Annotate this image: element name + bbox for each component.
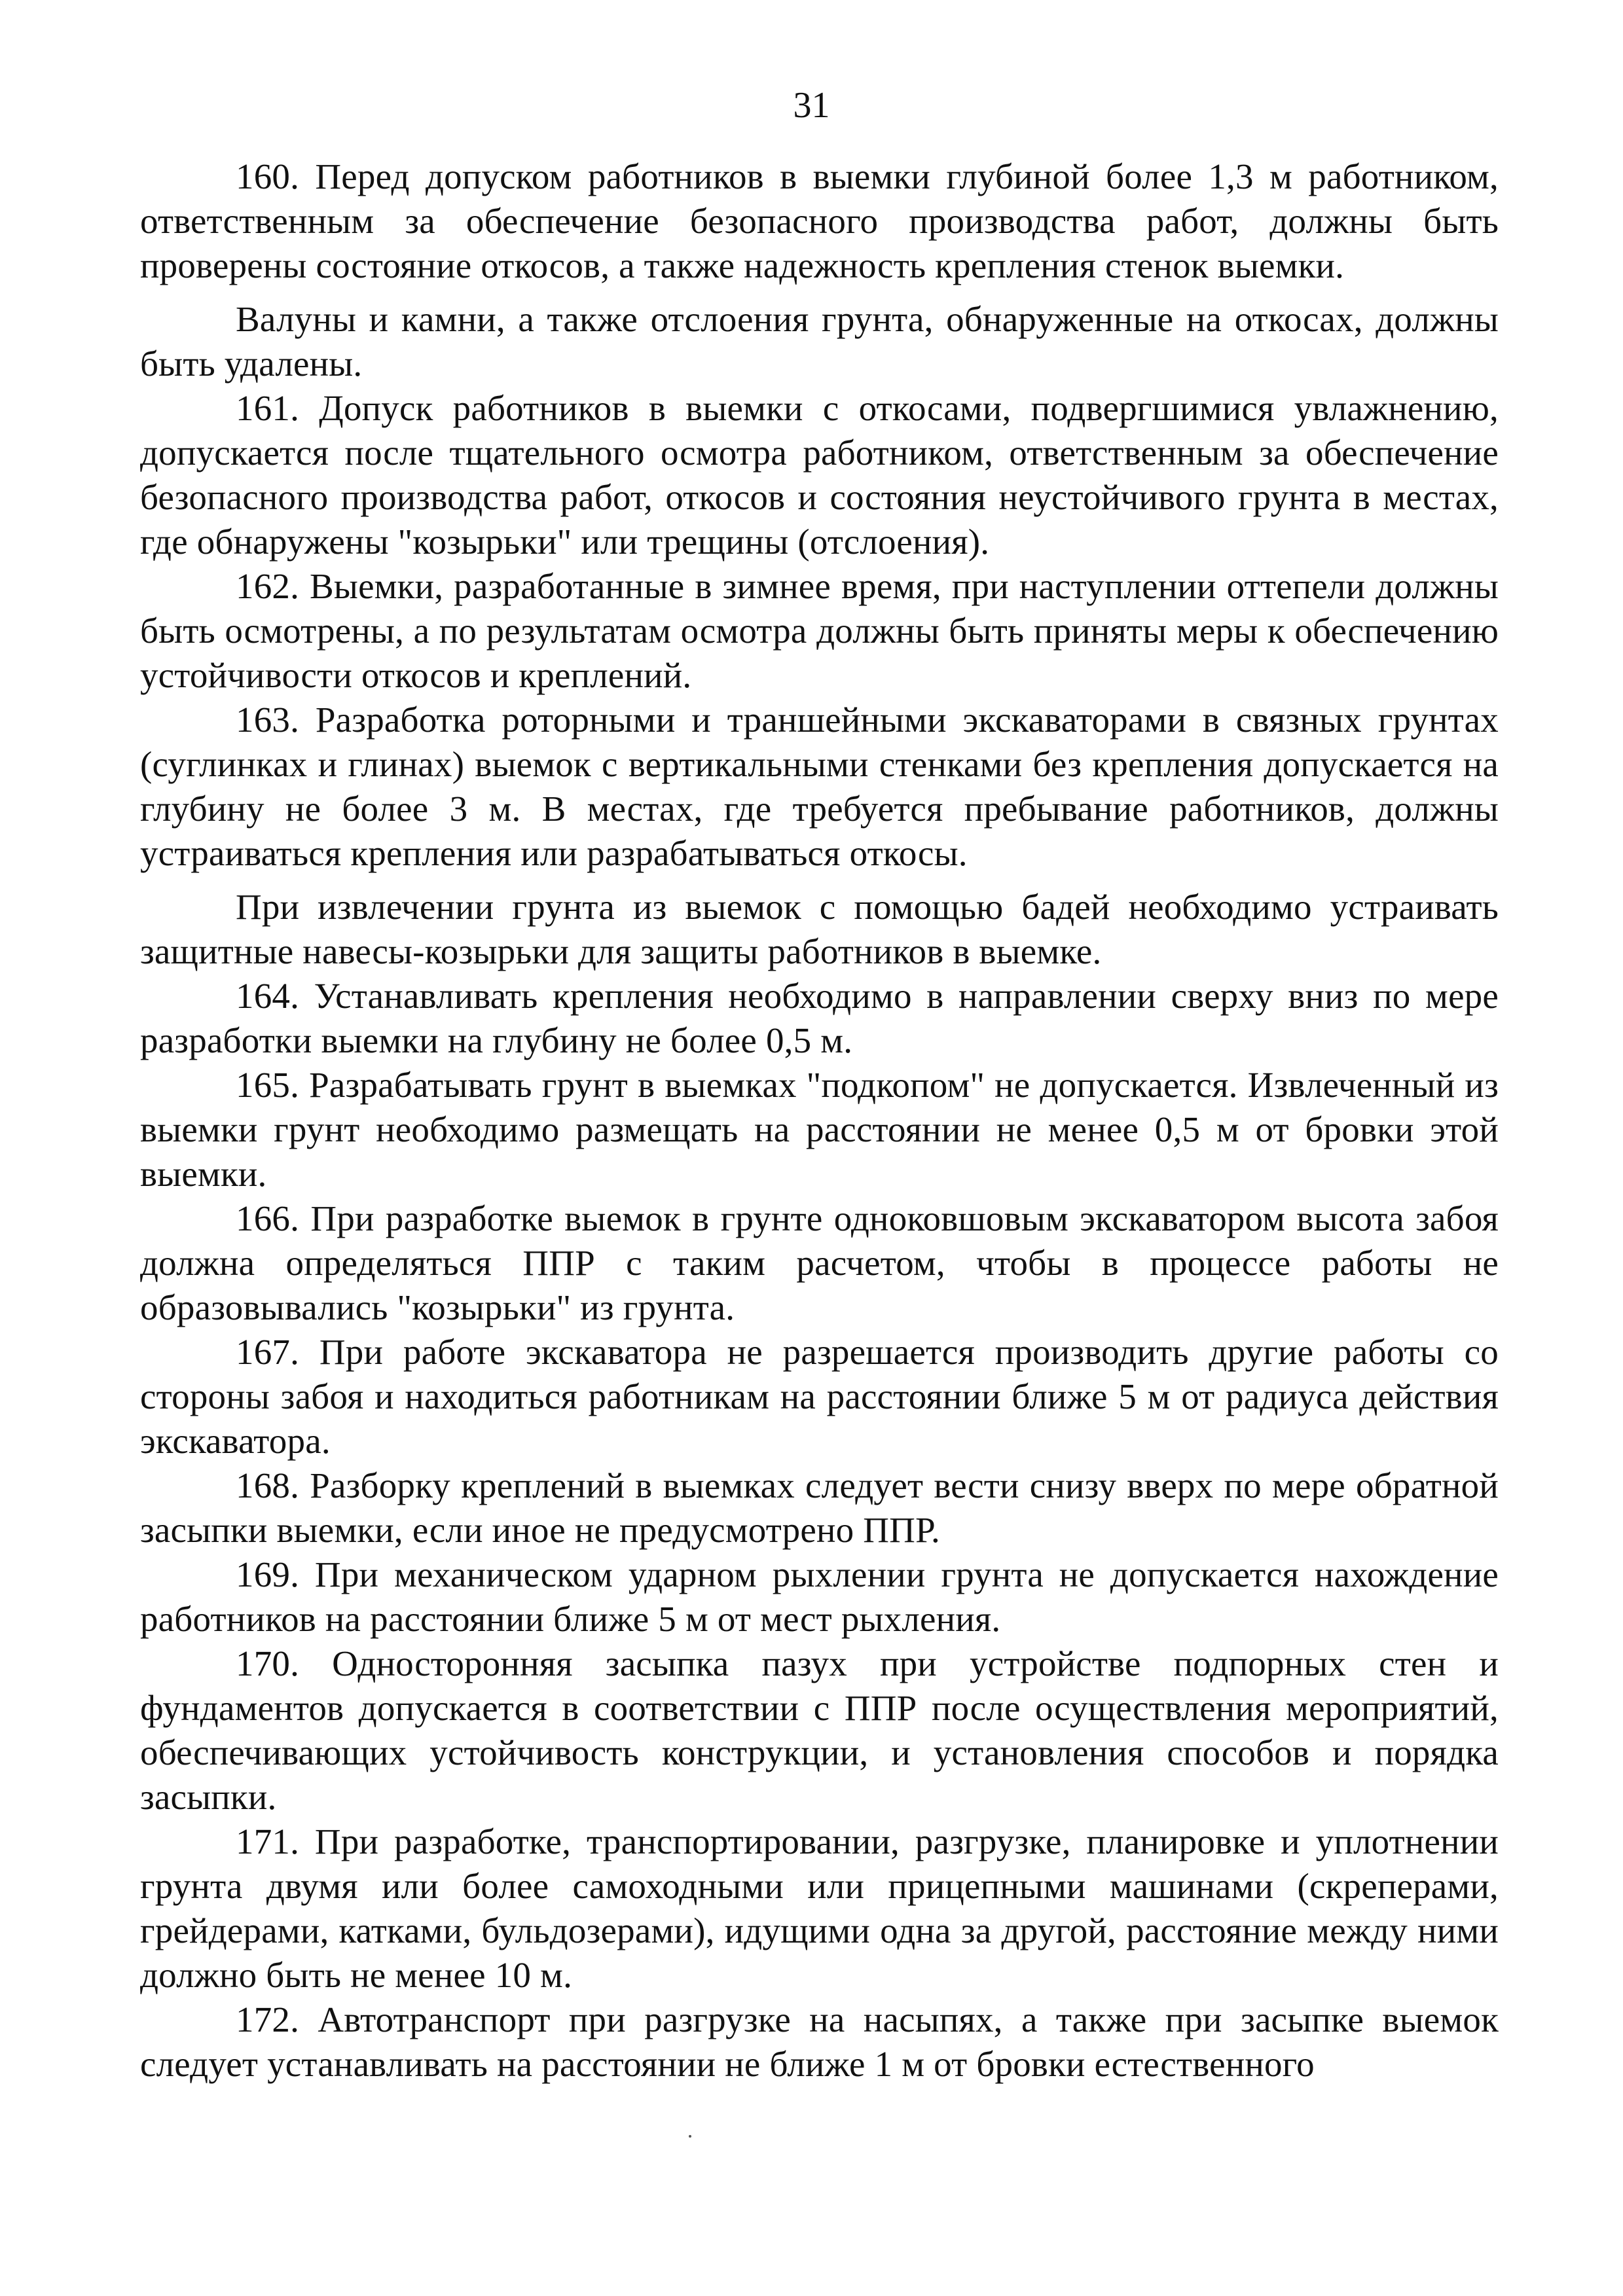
paragraph-162: 162. Выемки, разработанные в зимнее время, при наступлении оттепели должны быть осмотрены, а по результатам осмотра должны быть приняты меры к обеспечению устойчивости откосов и креплений.	[140, 566, 1499, 695]
document-body	[140, 154, 1499, 2087]
page-number: 31	[793, 85, 830, 126]
paragraph-171: 171. При разработке, транспортировании, разгрузке, планировке и уплотнении грунта двумя или более самоходными или прицепными машинами (скреперами, грейдерами, катками, бульдозерами), идущими одна за другой, расстояние между ними должно быть не менее 10 м.	[140, 1821, 1499, 1995]
paragraph-165: 165. Разрабатывать грунт в выемках "подкопом" не допускается. Извлеченный из выемки грунт необходимо размещать на расстоянии не менее 0,5 м от бровки этой выемки.	[140, 1065, 1499, 1194]
paragraph-166: 166. При разработке выемок в грунте одноковшовым экскаватором высота забоя должна определяться ППР с таким расчетом, чтобы в процессе работы не образовывались "козырьки" из грунта.	[140, 1198, 1499, 1327]
scan-speck	[689, 2135, 691, 2138]
paragraph-163: 163. Разработка роторными и траншейными экскаваторами в связных грунтах (суглинках и глинах) выемок с вертикальными стенками без крепления допускается на глубину не более 3 м. В местах, где требуется пребывание работников, должны устраиваться крепления или разрабатываться откосы.	[140, 700, 1499, 873]
paragraph-170: 170. Односторонняя засыпка пазух при устройстве подпорных стен и фундаментов допускается в соответствии с ППР после осуществления мероприятий, обеспечивающих устойчивость конструкции, и установления способов и порядка засыпки.	[140, 1643, 1499, 1817]
paragraph-163-buckets: При извлечении грунта из выемок с помощью бадей необходимо устраивать защитные навесы-козырьки для защиты работников в выемке.	[140, 887, 1499, 971]
paragraph-160: 160. Перед допуском работников в выемки глубиной более 1,3 м работником, ответственным за обеспечение безопасного производства работ, должны быть проверены состояние откосов, а также надежность крепления стенок выемки.	[140, 156, 1499, 285]
paragraph-169: 169. При механическом ударном рыхлении грунта не допускается нахождение работников на расстоянии ближе 5 м от мест рыхления.	[140, 1554, 1499, 1639]
paragraph-172: 172. Автотранспорт при разгрузке на насыпях, а также при засыпке выемок следует устанавливать на расстоянии не ближе 1 м от бровки естественного	[140, 2000, 1499, 2084]
paragraph-161: 161. Допуск работников в выемки с откосами, подвергшимися увлажнению, допускается после тщательного осмотра работником, ответственным за обеспечение безопасного производства работ, откосов и состояния неустойчивого грунта в местах, где обнаружены "козырьки" или трещины (отслоения).	[140, 388, 1499, 562]
paragraph-167: 167. При работе экскаватора не разрешается производить другие работы со стороны забоя и находиться работникам на расстоянии ближе 5 м от радиуса действия экскаватора.	[140, 1332, 1499, 1461]
paragraph-168: 168. Разборку креплений в выемках следует вести снизу вверх по мере обратной засыпки выемки, если иное не предусмотрено ППР.	[140, 1465, 1499, 1550]
paragraph-164: 164. Устанавливать крепления необходимо в направлении сверху вниз по мере разработки выемки на глубину не более 0,5 м.	[140, 976, 1499, 1060]
paragraph-160-boulders: Валуны и камни, а также отслоения грунта, обнаруженные на откосах, должны быть удалены.	[140, 299, 1499, 384]
